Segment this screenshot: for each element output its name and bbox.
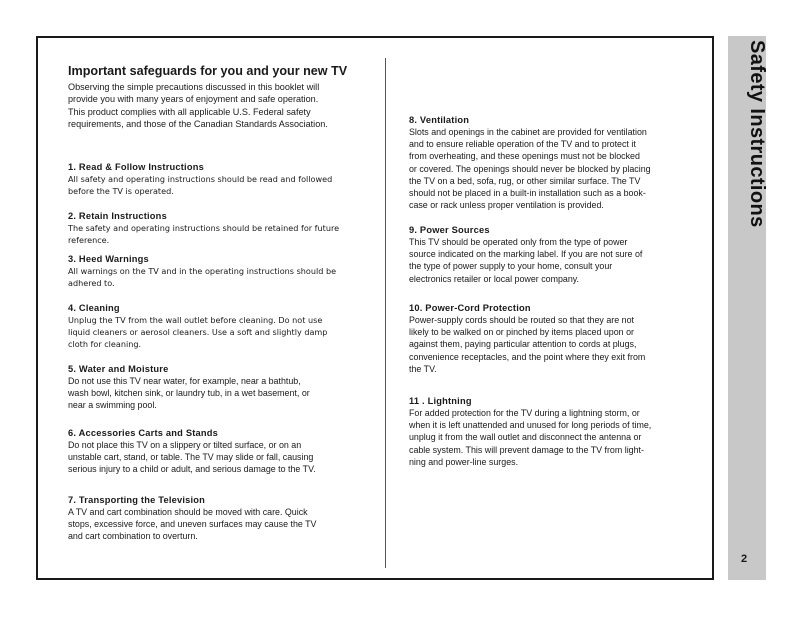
section-title: 11 . Lightning <box>409 396 472 406</box>
section-body: A TV and cart combination should be moved with care. Quick stops, excessive force, and uneven surfaces may cause the TV and cart combination to overturn. <box>68 507 317 542</box>
section-water-moisture <box>68 363 368 412</box>
section-title: 8. Ventilation <box>409 115 470 125</box>
section-body: Power-supply cords should be routed so that they are not likely to be walked on or pinched by items placed upon or against them, paying particular attention to cords at plugs, convenience receptacles, and the point where they exit from the TV. <box>409 315 646 374</box>
section-body: All warnings on the TV and in the operating instructions should be adhered to. <box>68 266 337 289</box>
section-cleaning <box>68 302 368 351</box>
section-power-sources <box>409 224 709 285</box>
section-body: For added protection for the TV during a lightning storm, or when it is left unattended and unused for long periods of time, unplug it from the wall outlet and disconnect the antenna or cable system. This will prevent damage to the TV from light- ning and power-line surges. <box>409 408 652 467</box>
column-divider <box>385 58 386 568</box>
section-body: Do not use this TV near water, for example, near a bathtub, wash bowl, kitchen sink, or laundry tub, in a wet basement, or near a swimming pool. <box>68 376 310 411</box>
section-title: 10. Power-Cord Protection <box>409 303 531 313</box>
section-power-cord <box>409 302 709 375</box>
section-ventilation <box>409 114 709 211</box>
section-body: The safety and operating instructions should be retained for future reference. <box>68 223 340 246</box>
section-heed-warnings <box>68 253 368 289</box>
section-lightning <box>409 395 709 468</box>
section-title: 7. Transporting the Television <box>68 495 206 505</box>
page-heading: Important safeguards for you and your new TV <box>68 64 348 78</box>
section-accessories <box>68 427 368 476</box>
section-body: This TV should be operated only from the type of power source indicated on the marking label. If you are not sure of the type of power supply to your home, consult your electronics retailer or local power company. <box>409 237 643 284</box>
section-transporting <box>68 494 368 543</box>
section-title: 5. Water and Moisture <box>68 364 169 374</box>
section-title: 1. Read & Follow Instructions <box>68 162 204 172</box>
section-title: 9. Power Sources <box>409 225 490 235</box>
intro-paragraph: Observing the simple precautions discussed in this booklet will provide you with many years of enjoyment and safe operation. This product complies with all applicable U.S. Federal safety requirements, and those of the Canadian Standards Association. <box>68 82 328 129</box>
section-body: Do not place this TV on a slippery or tilted surface, or on an unstable cart, stand, or table. The TV may slide or fall, causing serious injury to a child or adult, and serious damage to the TV. <box>68 440 316 475</box>
page-number: 2 <box>741 553 748 565</box>
section-title: 2. Retain Instructions <box>68 211 167 221</box>
section-body: All safety and operating instructions should be read and followed before the TV is operated. <box>68 174 333 197</box>
section-body: Slots and openings in the cabinet are provided for ventilation and to ensure reliable operation of the TV and to protect it from overheating, and these openings must not be blocked or covered. The openings should never be blocked by placing the TV on a bed, sofa, rug, or other similar surface. The TV should not be placed in a built-in installation such as a book- case or rack unless proper ventilation is provided. <box>409 127 651 211</box>
section-retain <box>68 210 368 246</box>
section-body: Unplug the TV from the wall outlet before cleaning. Do not use liquid cleaners or aerosol cleaners. Use a soft and slightly damp cloth for cleaning. <box>68 315 328 350</box>
section-title: 6. Accessories Carts and Stands <box>68 428 219 438</box>
side-tab-title: Safety Instructions <box>746 40 768 228</box>
section-title: 3. Heed Warnings <box>68 254 149 264</box>
section-read-follow <box>68 161 368 197</box>
section-title: 4. Cleaning <box>68 303 120 313</box>
